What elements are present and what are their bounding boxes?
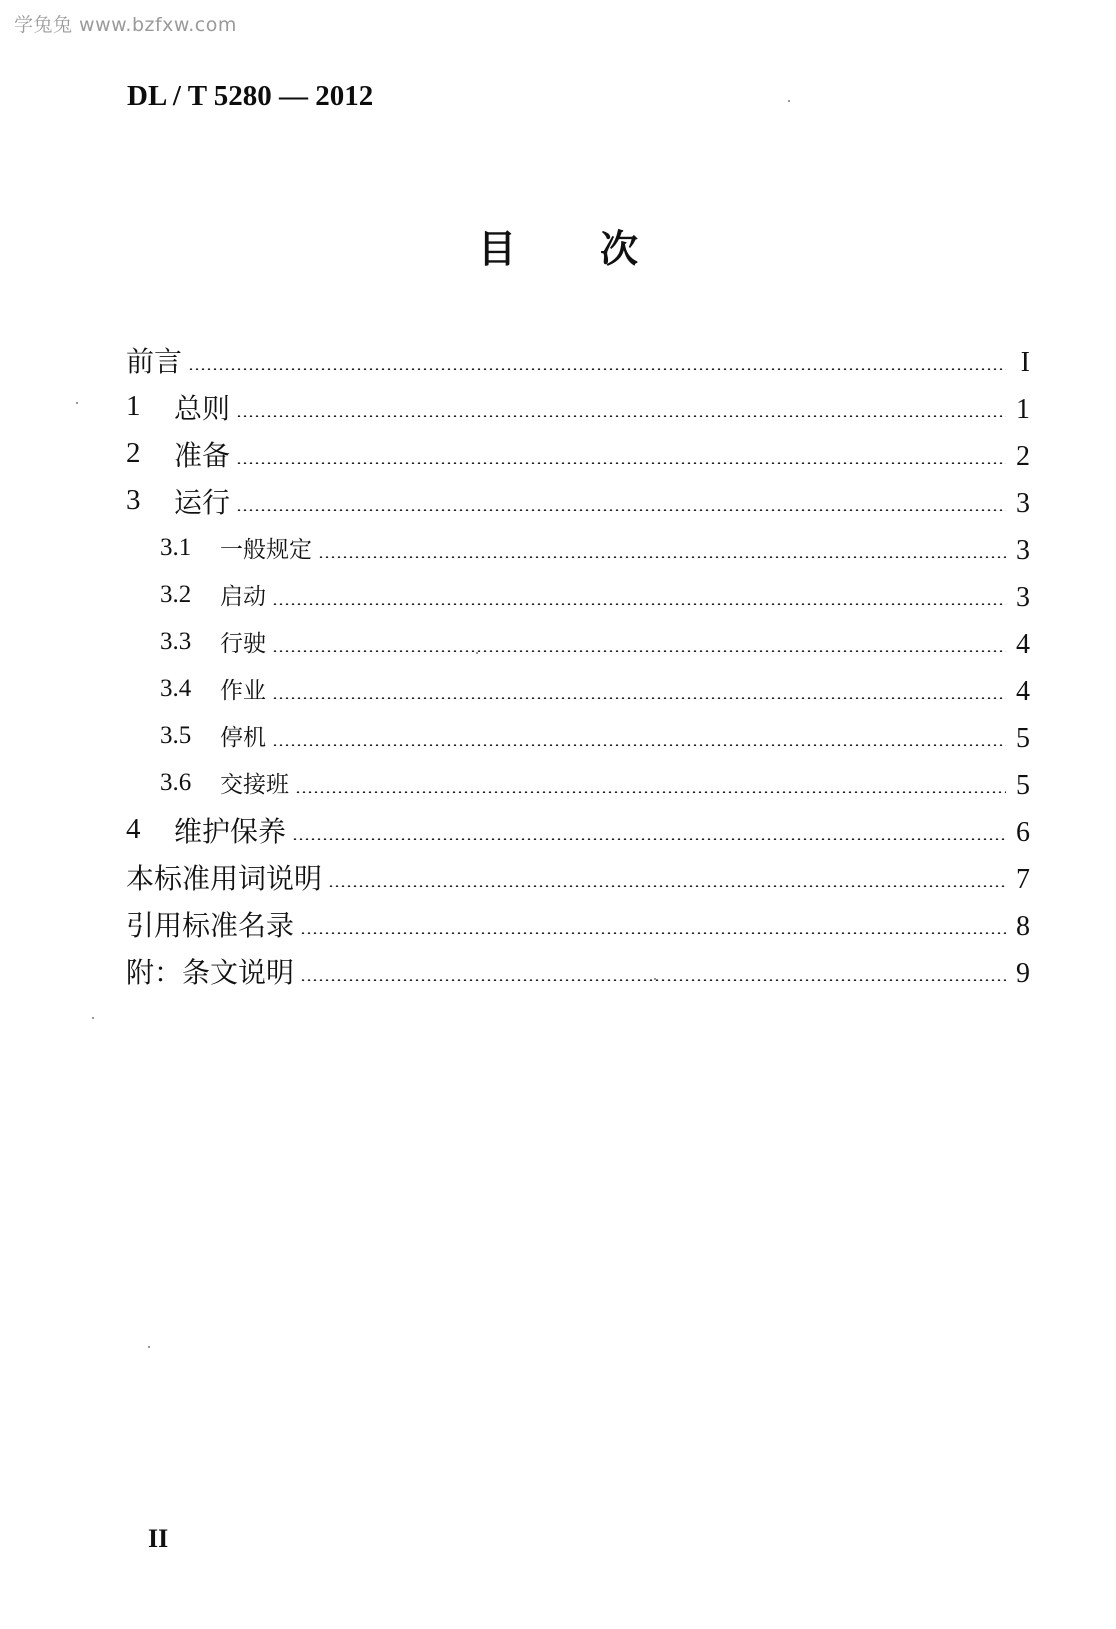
toc-entry-page: 9 xyxy=(1016,957,1030,989)
toc-entry-3-2[interactable] xyxy=(126,571,1030,618)
toc-leader-dots xyxy=(295,791,1006,793)
toc-entry-label: 行驶 xyxy=(220,631,266,657)
toc-entry-number: 3.3 xyxy=(160,627,192,655)
toc-leader-dots xyxy=(236,462,1006,464)
toc-entry-label: 准备 xyxy=(174,438,231,472)
toc-entry-3[interactable] xyxy=(126,477,1030,524)
toc-entry-page: 5 xyxy=(1016,722,1030,754)
toc-leader-dots xyxy=(272,744,1006,746)
toc-entry-4[interactable] xyxy=(126,806,1030,853)
table-of-contents xyxy=(126,336,1030,994)
toc-leader-dots xyxy=(236,415,1006,417)
toc-entry-page: I xyxy=(1020,346,1030,378)
toc-entry-number: 3 xyxy=(126,484,141,516)
toc-entry-page: 2 xyxy=(1016,440,1030,472)
toc-leader-dots xyxy=(272,603,1006,605)
toc-entry-page: 4 xyxy=(1016,675,1030,707)
page-number: II xyxy=(148,1524,169,1553)
toc-leader-dots xyxy=(272,697,1006,699)
scan-speck xyxy=(148,1346,150,1348)
scan-speck xyxy=(476,652,478,654)
toc-leader-dots xyxy=(188,368,1006,370)
toc-entry-number: 3.5 xyxy=(160,721,192,749)
toc-entry-page: 5 xyxy=(1016,769,1030,801)
toc-entry-normative-references[interactable] xyxy=(126,900,1030,947)
scan-speck xyxy=(76,402,78,404)
standard-code: DL / T 5280 — 2012 xyxy=(127,80,374,112)
toc-entry-label: 附：条文说明 xyxy=(126,955,295,989)
toc-entry-page: 3 xyxy=(1016,534,1030,566)
toc-leader-dots xyxy=(300,979,1006,981)
toc-entry-label: 引用标准名录 xyxy=(126,908,295,942)
toc-entry-preface[interactable] xyxy=(126,336,1030,383)
scan-speck xyxy=(788,100,790,102)
toc-entry-page: 4 xyxy=(1016,628,1030,660)
toc-entry-label: 一般规定 xyxy=(220,537,312,563)
toc-entry-3-1[interactable] xyxy=(126,524,1030,571)
toc-entry-label: 作业 xyxy=(220,678,266,704)
toc-entry-3-4[interactable] xyxy=(126,665,1030,712)
toc-entry-page: 6 xyxy=(1016,816,1030,848)
toc-entry-1[interactable] xyxy=(126,383,1030,430)
toc-entry-label: 交接班 xyxy=(220,772,289,798)
toc-entry-label: 维护保养 xyxy=(174,814,287,848)
toc-entry-number: 3.1 xyxy=(160,533,192,561)
toc-leader-dots xyxy=(292,838,1006,840)
toc-entry-3-5[interactable] xyxy=(126,712,1030,759)
toc-entry-number: 4 xyxy=(126,813,141,845)
toc-entry-label: 停机 xyxy=(220,725,266,751)
toc-entry-2[interactable] xyxy=(126,430,1030,477)
scan-speck xyxy=(654,978,656,980)
watermark-text: 学兔兔 www.bzfxw.com xyxy=(14,14,237,36)
toc-entry-3-3[interactable] xyxy=(126,618,1030,665)
toc-entry-label: 本标准用词说明 xyxy=(126,861,323,895)
toc-entry-number: 2 xyxy=(126,437,141,469)
toc-entry-wording-explanation[interactable] xyxy=(126,853,1030,900)
toc-entry-page: 8 xyxy=(1016,910,1030,942)
toc-leader-dots xyxy=(318,556,1006,558)
toc-entry-page: 3 xyxy=(1016,581,1030,613)
toc-entry-page: 1 xyxy=(1016,393,1030,425)
toc-entry-page: 3 xyxy=(1016,487,1030,519)
toc-entry-label: 前言 xyxy=(126,344,183,378)
toc-entry-number: 1 xyxy=(126,390,141,422)
toc-title: 目次 xyxy=(477,227,722,271)
toc-leader-dots xyxy=(272,650,1006,652)
toc-entry-label: 总则 xyxy=(174,391,231,425)
toc-entry-label: 启动 xyxy=(220,584,266,610)
toc-entry-3-6[interactable] xyxy=(126,759,1030,806)
scan-speck xyxy=(92,1017,94,1019)
toc-leader-dots xyxy=(236,509,1006,511)
toc-leader-dots xyxy=(300,932,1006,934)
toc-entry-page: 7 xyxy=(1016,863,1030,895)
toc-entry-number: 3.4 xyxy=(160,674,192,702)
toc-entry-label: 运行 xyxy=(174,485,231,519)
toc-entry-number: 3.6 xyxy=(160,768,192,796)
toc-leader-dots xyxy=(328,885,1006,887)
toc-entry-number: 3.2 xyxy=(160,580,192,608)
toc-entry-clause-explanation[interactable] xyxy=(126,947,1030,994)
